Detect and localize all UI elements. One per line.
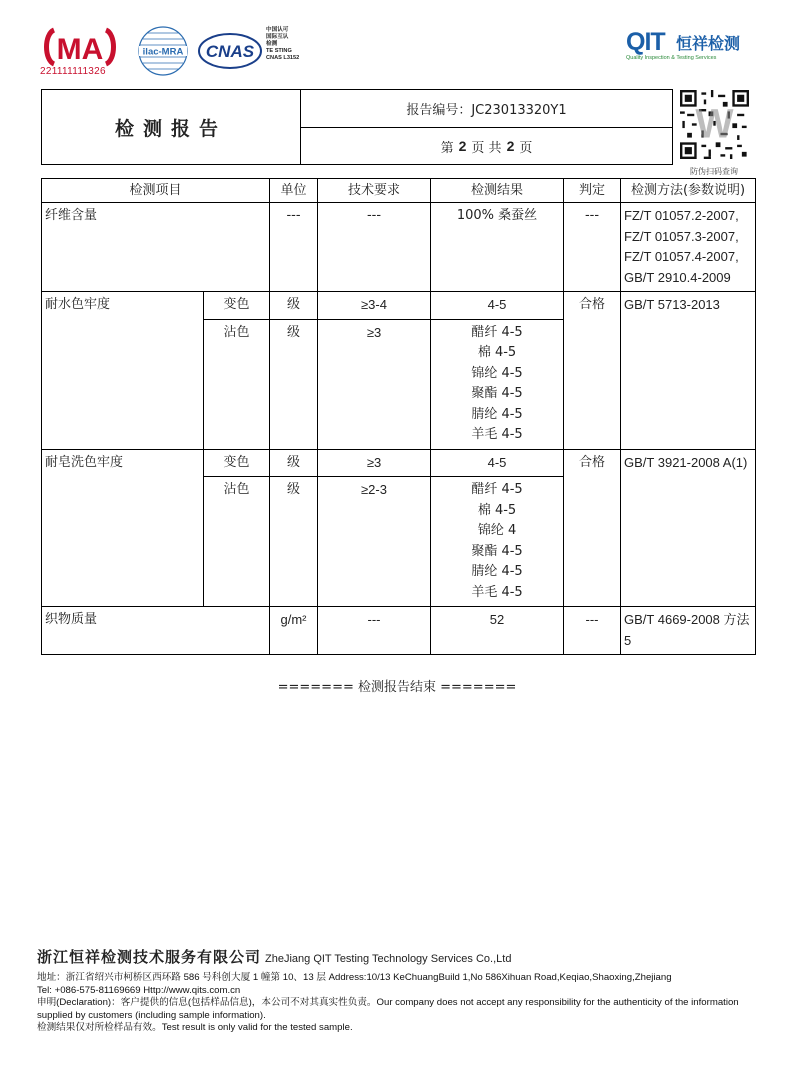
method-line: FZ/T 01057.3-2007, <box>624 228 739 244</box>
fiber-judgment: --- <box>564 203 621 292</box>
page-suffix: 页 <box>519 140 533 156</box>
water-item: 耐水色牢度 <box>42 292 204 450</box>
stain-result: 醋纤 4-5 <box>471 324 523 340</box>
method-line: GB/T 2910.4-2009 <box>624 269 731 285</box>
cnas-accreditation-text: 中国认可 国际互认 检测 TE STING CNAS L3152 <box>266 27 300 61</box>
soap-item: 耐皂洗色牢度 <box>42 449 204 607</box>
page-mid: 页 共 <box>471 140 502 156</box>
report-header <box>41 89 673 165</box>
mass-requirement: --- <box>318 607 431 655</box>
water-change-requirement: ≥3-4 <box>318 292 431 320</box>
qit-tagline: Quality Inspection & Testing Services <box>626 55 717 61</box>
footer-address: 地址：浙江省绍兴市柯桥区西环路 586 号科创大厦 1 幢第 10、13 层 Address:10/13 KeChuangBuild 1,No 586Xihuan Road,Keqiao,Shaoxing,Zhejiang <box>37 972 672 983</box>
stain-result: 聚酯 4-5 <box>471 543 523 559</box>
stain-result: 羊毛 4-5 <box>471 584 523 600</box>
footer-declaration: 申明(Declaration)：客户提供的信息(包括样品信息)，本公司不对其真实性负责。Our company does not accept any responsibility for the authenticity of the information supplied by customers (including sample information). <box>37 997 739 1021</box>
stain-result: 棉 4-5 <box>477 502 517 518</box>
header-requirement: 技术要求 <box>318 179 431 203</box>
water-method: GB/T 5713-2013 <box>621 292 756 450</box>
soap-stain-unit: 级 <box>270 477 318 607</box>
water-stain-sub: 沾色 <box>204 319 270 449</box>
report-number: 报告编号：JC23013320Y1 <box>301 90 672 128</box>
cnas-logo <box>197 31 263 71</box>
method-line: FZ/T 01057.2-2007, <box>624 208 739 223</box>
water-change-sub: 变色 <box>204 292 270 320</box>
soap-stain-requirement: ≥2-3 <box>318 477 431 607</box>
qit-mark: QIT <box>626 28 665 56</box>
table-row <box>42 203 756 292</box>
footer <box>37 946 761 1035</box>
company-name-en: ZheJiang QIT Testing Technology Services Co.,Ltd <box>265 953 512 965</box>
stain-result: 锦纶 4 <box>477 523 517 538</box>
svg-text:MA: MA <box>56 33 104 66</box>
report-title: 检测报告 <box>42 90 301 164</box>
qr-code[interactable] <box>680 90 749 159</box>
stain-result: 腈纶 4-5 <box>471 564 523 579</box>
table-header-row <box>42 179 756 203</box>
company-name-cn: 浙江恒祥检测技术服务有限公司 <box>37 948 262 966</box>
stain-result: 聚酯 4-5 <box>471 386 523 401</box>
footer-validity: 检测结果仅对所检样品有效。Test result is only valid for the tested sample. <box>37 1022 353 1034</box>
header-item: 检测项目 <box>42 179 270 203</box>
soap-method: GB/T 3921-2008 A(1) <box>621 449 756 607</box>
header-unit: 单位 <box>270 179 318 203</box>
page-indicator <box>301 128 672 164</box>
header-result: 检测结果 <box>431 179 564 203</box>
stain-result: 醋纤 4-5 <box>471 482 523 497</box>
soap-change-unit: 级 <box>270 449 318 477</box>
soap-change-result: 4-5 <box>431 449 564 477</box>
fiber-unit: --- <box>270 203 318 292</box>
report-end-marker: ======= 检测报告结束 ======= <box>277 680 517 695</box>
fiber-requirement: --- <box>318 203 431 292</box>
water-change-unit: 级 <box>270 292 318 320</box>
qit-logo <box>626 28 748 62</box>
stain-result: 腈纶 4-5 <box>471 406 523 422</box>
water-stain-unit: 级 <box>270 319 318 449</box>
mass-unit: g/m² <box>270 607 318 655</box>
soap-stain-results <box>431 477 564 607</box>
svg-text:ilac-MRA: ilac-MRA <box>142 46 184 58</box>
footer-contact: Tel: +086-575-81169669 Http://www.qits.com.cn <box>37 984 241 996</box>
soap-judgment: 合格 <box>564 449 621 607</box>
header-judgment: 判定 <box>564 179 621 203</box>
stain-result: 羊毛 4-5 <box>471 427 523 442</box>
cma-code: 221111111326 <box>40 66 106 77</box>
result-table <box>41 178 756 655</box>
soap-change-requirement: ≥3 <box>318 449 431 477</box>
mass-item: 织物质量 <box>42 607 270 655</box>
mass-method: GB/T 4669-2008 方法 5 <box>621 607 756 655</box>
svg-text:CNAS: CNAS <box>205 42 255 61</box>
water-stain-requirement: ≥3 <box>318 319 431 449</box>
qr-caption: 防伪扫码查询 <box>690 167 738 176</box>
soap-stain-sub: 沾色 <box>204 477 270 607</box>
method-line: FZ/T 01057.4-2007, <box>624 249 739 264</box>
mass-judgment: --- <box>564 607 621 655</box>
page-prefix: 第 <box>440 140 454 156</box>
page-current: 2 <box>458 138 467 154</box>
qit-name: 恒祥检测 <box>676 34 741 53</box>
water-change-result: 4-5 <box>431 292 564 320</box>
page-total: 2 <box>506 138 515 154</box>
header-method: 检测方法(参数说明) <box>621 179 756 203</box>
soap-change-sub: 变色 <box>204 449 270 477</box>
water-stain-results <box>431 319 564 449</box>
water-judgment: 合格 <box>564 292 621 450</box>
footer-company <box>37 946 761 967</box>
ilac-mra-logo <box>137 25 189 77</box>
table-row <box>42 607 756 655</box>
fiber-result: 100% 桑蚕丝 <box>431 203 564 292</box>
svg-text:W: W <box>695 100 734 147</box>
stain-result: 棉 4-5 <box>477 345 517 360</box>
stain-result: 锦纶 4-5 <box>471 365 523 381</box>
table-row <box>42 292 756 320</box>
mass-result: 52 <box>431 607 564 655</box>
fiber-methods <box>621 203 756 292</box>
table-row <box>42 449 756 477</box>
fiber-item: 纤维含量 <box>42 203 270 292</box>
